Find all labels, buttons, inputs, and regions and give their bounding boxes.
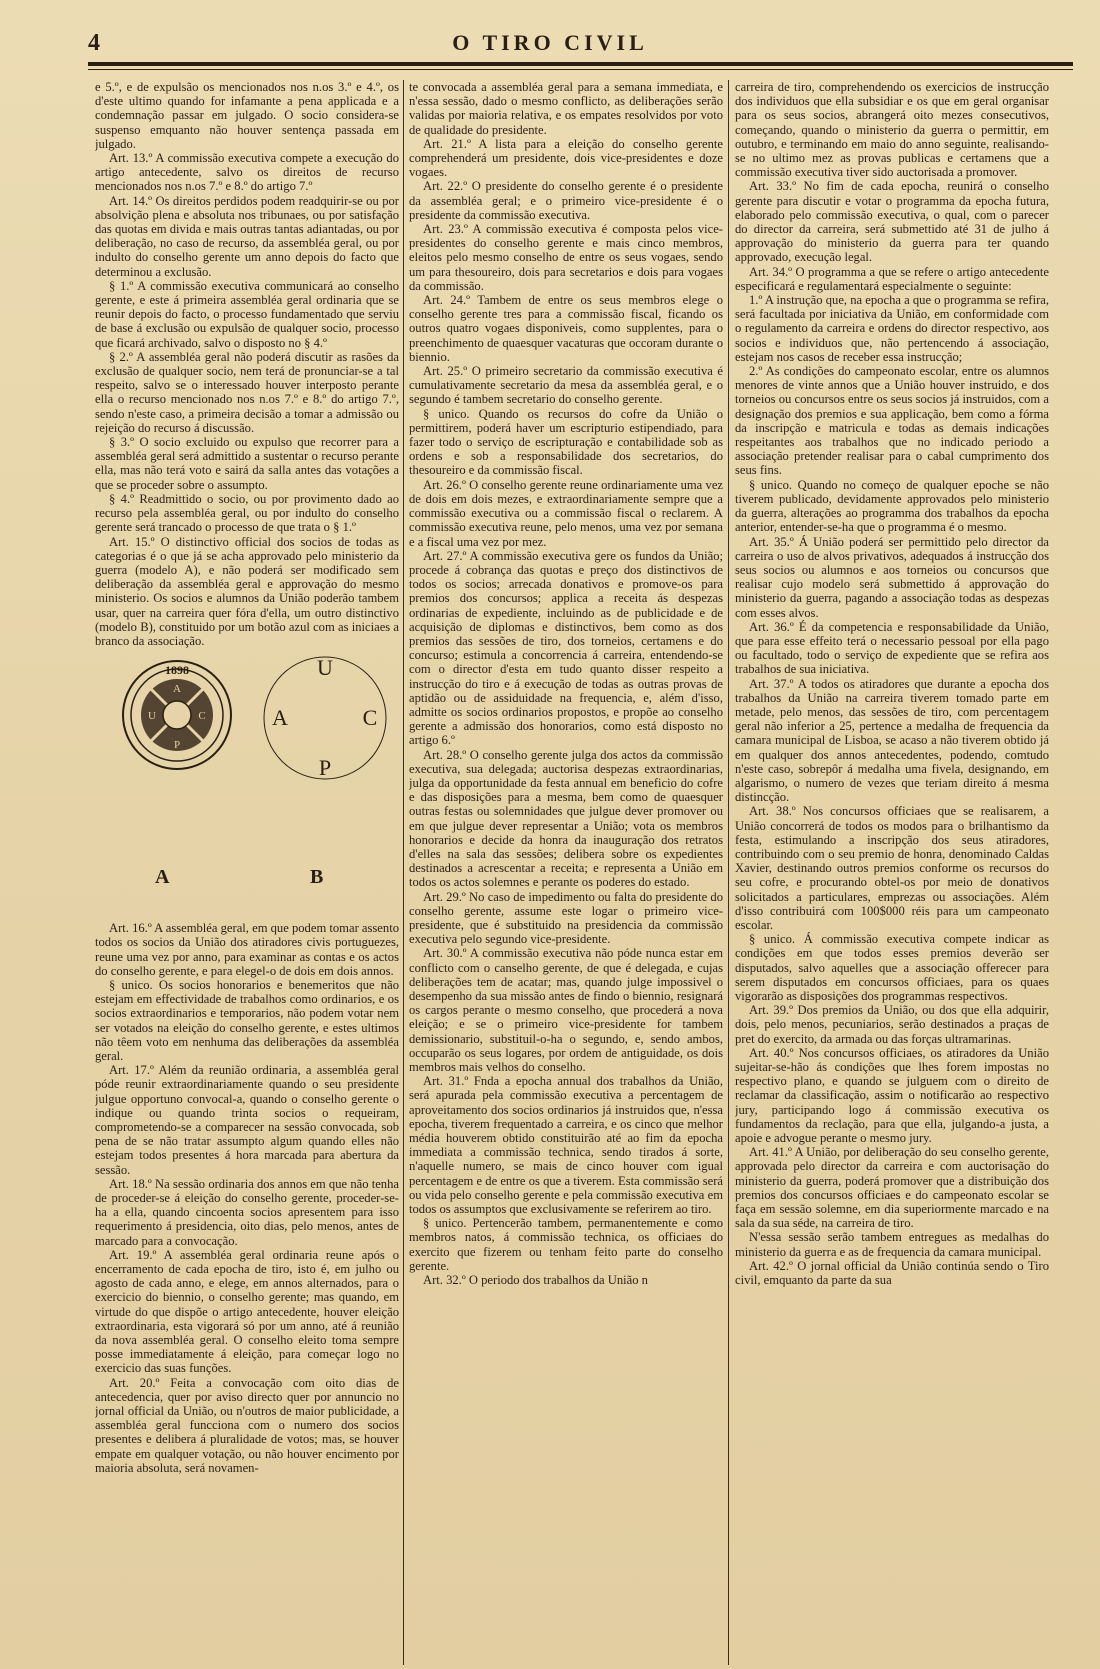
- paragraph: § unico. Pertencerão tambem, permanentemente e como membros natos, á commissão technica, os officiaes do exercito que fizerem ou tenham feito parte do conselho gerente.: [409, 1216, 723, 1273]
- paragraph: § unico. Quando os recursos do cofre da União o permittirem, poderá haver um escripturio estipendiado, para fazer todo o serviço de escripturação e contabilidade sob as ordens e sob a responsabilidade dos secretarios, do thesoureiro e da commissão fiscal.: [409, 406, 723, 478]
- paragraph: Art. 24.º Tambem de entre os seus membros elege o conselho gerente tres para a commissão fiscal, ficando os outros quatro vogaes disponiveis, como supplentes, para o preenchimento de quaesquer vacaturas que occoram durante o biennio.: [409, 293, 723, 364]
- paragraph: Art. 30.º A commissão executiva não póde nunca estar em conflicto com o canselho gerente, de que é delegada, e cujas deliberações tem de acatar; mas, quando julge impossivel o desempenho da sua missão antes de findo o biennio, resignará os cargos perante o mesmo conselho, que procederá a nova eleição; e se o primeiro vice-presidente for tambem demissionario, substituil-o-ha o segundo, e, sendo ambos, occuparão os seus logares, por ordem de antiguidade, os dois membros mais velhos do conselho.: [409, 946, 723, 1075]
- column-3-text: [735, 80, 1049, 1287]
- running-title: O TIRO CIVIL: [452, 30, 648, 55]
- emblem-a-letter-left: U: [148, 710, 156, 723]
- paragraph: Art. 27.º A commissão executiva gere os fundos da União; procede á cobrança das quotas e preço dos distinctivos de todos os socios; arrecada donativos e promove-os para premios dos concursos; applica a receita ás despezas ordinarias de expediente, incluindo as de publicidade e de acquisição de diplomas e distinctivos, bem como as dos premios das sessões de tiro, dos torneios, certamens e do concurso; estimula a concorrencia á carreira, entendendo-se com o director d'esta em tudo quanto disser respeito a instrucção do tiro e á execução de todas as outras provas de aptidão ou de assiduidade na frequencia, e, além d'isso, admitte os socios ordinarios propostos, e propõe ao conselho gerente a admissão dos honorarios, como está disposto no artigo 6.º: [409, 548, 723, 748]
- paragraph: Art. 29.º No caso de impedimento ou falta do presidente do conselho gerente, assume este logar o primeiro vice-presidente, que é substituido na presidencia da commissão executiva pelo segundo vice-presidente.: [409, 889, 723, 947]
- paragraph: Art. 35.º Á União poderá ser permittido pelo director da carreira o uso de alvos privativos, adequados á instrucção dos seus socios ou alumnos e aos torneios ou concursos que realisar cujo modelo será submettido á approvação do ministerio da guerra, pagando a associação todas as despezas com esses alvos.: [735, 534, 1049, 620]
- paragraph: Art. 32.º O periodo dos trabalhos da União n: [423, 1273, 648, 1288]
- header-rule: [88, 62, 1073, 66]
- paragraph: Art. 14.º Os direitos perdidos podem readquirir-se ou por absolvição plena e absoluta nos tribunaes, ou por satisfação das quotas em divida e mais outras tantas adiantadas, ou por deliberação, no caso de recurso, da assembléa geral, ou por indulto do conselho gerente um anno depois do facto que determinou a exclusão.: [95, 193, 399, 279]
- paragraph: Art. 34.º O programma a que se refere o artigo antecedente especificará e regulamentará especialmente o seguinte:: [735, 264, 1049, 293]
- emblem-a-label: A: [155, 866, 171, 889]
- paragraph: Art. 20.º Feita a convocação com oito dias de antecedencia, quer por aviso directo quer por annuncio no jornal official da União, ou n'outros de maior publicidade, a assembléa geral funcciona com o numero dos socios presentes e delibera á pluralidade de votos; mas, se houver empate em qualquer votação, ou não houver encimento por maioria absoluta, será novamen-: [95, 1375, 399, 1475]
- emblem-a-year: 1898: [165, 663, 189, 678]
- paragraph: Art. 37.º A todos os atiradores que durante a epocha dos trabalhos da União na carreira tiverem tomado parte em metade, pelo menos, das sessões de tiro, com percentagem geral não inferior a 25, pertence a medalha de frequencia da camara municipal de Lisboa, se acaso a não tiverem obtido já em qualquer dos annos antecedentes, podendo, comtudo n'este caso, sobrepôr á medalha uma fivela, designando, em algarismo, o numero de vezes que teriam direito á mesma distincção.: [735, 676, 1049, 805]
- paragraph: 2.º As condições do campeonato escolar, entre os alumnos menores de vinte annos que a União houver instruido, e dos torneios ou concursos entre os seus socios já instruidos, com a designação dos premios e sua applicação, bem como a fórma da inscripção e matricula e todas as demais indicações respeitantes aos trabalhos que no indicado periodo a associação pretender realisar para o cabal cumprimento dos seus fins.: [735, 364, 1049, 478]
- paragraph: Art. 40.º Nos concursos officiaes, os atiradores da União sujeitar-se-hão ás condições que lhes forem impostas no respectivo plano, e quando se julguem com o direito de reclamar da classificação, assim o notificarão ao respectivo jury, participando logo á commissão executiva os fundamentos da reclação, para que ella, julgando-a justa, a apoie e advogue perante o mesmo jury.: [735, 1045, 1049, 1146]
- column-2: [409, 80, 723, 1665]
- emblem-b-letter-left: A: [272, 705, 288, 731]
- paragraph: § 3.º O socio excluido ou expulso que recorrer para a assembléa geral será admittido a sustentar o recurso perante ella, mas não terá voto e sairá da salla antes das votações a que se proceder sobre o assumpto.: [95, 435, 399, 492]
- paragraph: Art. 41.º A União, por deliberação do seu conselho gerente, approvada pelo director da carreira e com auctorisação do ministerio da guerra, poderá promover que a distribuição dos premios dos concursos officiaes e do campeonato escolar se faça em sessão solemne, em dia superiormente marcado e na sala da sua séde, na carreira de tiro.: [735, 1145, 1049, 1231]
- emblem-a-letter-top: A: [173, 683, 181, 696]
- paragraph: Art. 17.º Além da reunião ordinaria, a assembléa geral póde reunir extraordinariamente quando o seu presidente julgue opportuno convocal-a, quando o conselho gerente o indique ou quando trinta socios o requeiram, comprometendo-se a comparecer na sessão convocada, sob pena de se não tratar assumpto algum quando elles não estejam todos presentes á hora marcada para abertura da sessão.: [95, 1063, 399, 1177]
- paragraph: Art. 26.º O conselho gerente reune ordinariamente uma vez de dois em dois mezes, e extraordinariamente sempre que a commissão executiva ou a commissão fiscal o reclarem. A commissão executiva reune, pelo menos, uma vez por semana e a fiscal uma vez por mez.: [409, 477, 723, 549]
- emblem-b-button-icon: [260, 653, 390, 783]
- paragraph: Art. 31.º Fnda a epocha annual dos trabalhos da União, será apurada pela commissão executiva a percentagem de aproveitamento dos socios ordinarios já instruidos que, n'essa epocha, tiverem frequentado a carreira, e os cinco que melhor média houverem obtido constituirão até ao fim da epocha immediata a commissão technica, sendo tirados á sorte, n'aquelle numero, se mais de cinco houver com igual percentagem e de entre os que a tiverem. Esta commissão será ou vida pelo conselho gerente e pela commissão executiva em todos os assumptos que exclusivamente se referirem ao tiro.: [409, 1074, 723, 1217]
- emblem-a-letter-bottom: P: [173, 739, 181, 752]
- emblem-figure: [95, 648, 399, 913]
- column-1: [95, 80, 399, 1660]
- paragraph: § unico. Quando no começo de qualquer epoche se não tiverem publicado, devidamente approvados pelo ministerio da guerra, alterações ao programma dos trabalhos da epocha anterior, entender-se-ha que o programma é o mesmo.: [735, 477, 1049, 535]
- paragraph: te convocada a assembléa geral para a semana immediata, e n'essa sessão, dado o mesmo conflicto, as deliberações serão validas por maioria relativa, e os empates resolvidos por voto de qualidade do presidente.: [409, 80, 723, 137]
- paragraph: § unico. Á commissão executiva compete indicar as condições em que todos esses premios deverão ser disputados, salvo aquelles que a associação offerecer para serem disputados em concursos officiaes, para os quaes vigorarão as disposições dos programmas respectivos.: [735, 932, 1049, 1003]
- column-1-text-top: [95, 80, 399, 648]
- paragraph: e 5.º, e de expulsão os mencionados nos n.os 3.º e 4.º, os d'este ultimo quando for infamante a pena applicada e a condemnação passar em julgado. O socio considera-se suspenso emquanto não houver sentença passada em julgado.: [95, 80, 399, 151]
- paragraph: § unico. Os socios honorarios e benemeritos que não estejam em effectividade de trabalhos como ordinarios, e os socios extraordinarios e temporarios, não podem votar nem ser votados na eleição do conselho gerente, e estes ultimos não têem voto em nenhuma das deliberações da assembléa geral.: [95, 977, 399, 1063]
- header-rule-thin: [88, 69, 1073, 70]
- paragraph: Art. 13.º A commissão executiva compete a execução do artigo antecedente, salvo os direitos de recurso mencionados nos n.os 7.º e 8.º do artigo 7.º: [95, 151, 399, 194]
- emblem-a-letter-right: C: [198, 710, 206, 723]
- page-number: 4: [88, 30, 100, 56]
- paragraph: Art. 38.º Nos concursos officiaes que se realisarem, a União concorrerá de todos os modos para o brilhantismo da festa, estimulando a inscripção dos seus atiradores, contribuindo com o seu premio de honra, denominado Caldas Xavier, destinando outros premios conforme os recursos do seu cofre, e procurando obtel-os por meio de donativos solicitados a particulares, emprezas ou associações. Além d'isso contribuirá com 100$000 réis para um campeonato escolar.: [735, 804, 1049, 932]
- paragraph: Art. 23.º A commissão executiva é composta pelos vice-presidentes do conselho gerente e mais cinco membros, eleitos pelo mesmo conselho de entre os seus vogaes, sendo um para thesoureiro, dois para secretarios e dois para vogaes da commissão.: [409, 222, 723, 293]
- paragraph: Art. 39.º Dos premios da União, ou dos que ella adquirir, dois, pelo menos, pecuniarios, serão destinados a praças de pret do exercito, da armada ou das forças ultramarinas.: [735, 1003, 1049, 1046]
- paragraph: Art. 16.º A assembléa geral, em que podem tomar assento todos os socios da União dos atiradores civis portuguezes, reune uma vez por anno, para examinar as contas e os actos do conselho gerente, e para elegel-o de dois em dois annos.: [95, 921, 399, 978]
- paragraph: N'essa sessão serão tambem entregues as medalhas do ministerio da guerra e as de frequencia da camara municipal.: [735, 1230, 1049, 1259]
- paragraph: Art. 19.º A assembléa geral ordinaria reune após o encerramento de cada epocha de tiro, isto é, em julho ou agosto de cada anno, e elege, em annos alternados, para o exercicio do biennio, o conselho gerente; mas quando, em virtude do que dispõe o artigo antecedente, houver eleição extraordinaria, esta vigorará só por um anno, até á reunião da nova assembléa geral. O conselho eleito toma sempre posse immediatamente á eleição, para começar logo no exercicio das suas funções.: [95, 1247, 399, 1376]
- column-separator: [403, 80, 404, 1665]
- paragraph: Art. 33.º No fim de cada epocha, reunirá o conselho gerente para discutir e votar o programma da epocha futura, elaborado pelo commissão executiva, o qual, com o parecer do director da carreira, será submettido até 31 de julho á approvação do ministerio da guerra para ter quando approvado, execução legal.: [735, 179, 1049, 265]
- emblem-b-letter-top: U: [317, 655, 333, 681]
- column-2-text: [409, 80, 723, 1287]
- paragraph: Art. 21.º A lista para a eleição do conselho gerente comprehenderá um presidente, dois vice-presidentes e doze vogaes.: [409, 136, 723, 180]
- paragraph: Art. 18.º Na sessão ordinaria dos annos em que não tenha de proceder-se á eleição do conselho gerente, proceder-se-ha a ella, quando cincoenta socios apresentem para isso requerimento á presidencia, oito dias, pelo menos, antes de marcado para a convocação.: [95, 1176, 399, 1248]
- paragraph: carreira de tiro, comprehendendo os exercicios de instrucção dos individuos que ella subsidiar e os que em geral organisar para os seus socios, abrangerá oito mezes consecutivos, começando, quando o ministerio da guerra o permittir, em outubro, e terminando em maio do anno seguinte, realisando-se no ultimo mez as provas publicas e certamens que a commissão executiva tiver sido auctorisada a promover.: [735, 80, 1049, 180]
- paragraph: § 2.º A assembléa geral não poderá discutir as rasões da exclusão de qualquer socio, nem terá de pronunciar-se a tal respeito, salvo se o interessado houver interposto perante ella o recurso mencionado nos n.os 7.º e 8.º do artigo 7.º, sendo n'este caso, a primeira decisão a tomar a admissão ou rejeição do recurso á discussão.: [95, 349, 399, 435]
- column-separator: [728, 80, 729, 1665]
- paragraph: 1.º A instrução que, na epocha a que o programma se refira, será facultada por iniciativa da União, em conformidade com o regulamento da carreira e ordens do director respectivo, aos socios e individuos que, não pertencendo á associação, estejam nos casos de receber essa instrucção;: [735, 293, 1049, 364]
- paragraph: Art. 15.º O distinctivo official dos socios de todas as categorias é o que já se acha approvado pelo ministerio da guerra (modelo A), e não poderá ser modificado sem deliberação da assembléa geral e approvação do mesmo ministerio. Os socios e alumnos da União poderão tambem usar, quer na carreira quer fóra d'ella, um outro distinctivo (modelo B), constituido por um botão azul com as iniciaes a branco da associação.: [95, 534, 399, 648]
- emblem-b-letter-right: C: [362, 705, 378, 731]
- paragraph: § 1.º A commissão executiva communicará ao conselho gerente, e este á primeira assembléa geral ordinaria que se reunir depois do facto, o processo fundamentado que serviu de base á exclusão ou expulsão de qualquer socio, processo que ficará archivado, salvo o disposto no § 4.º: [95, 278, 399, 350]
- paragraph: Art. 42.º O jornal official da União continúa sendo o Tiro civil, emquanto da parte da sua: [735, 1258, 1049, 1288]
- emblem-a-badge-icon: [120, 658, 235, 773]
- paragraph: Art. 28.º O conselho gerente julga dos actos da commissão executiva, sua delegada; auctorisa despezas extraordinarias, julga da opportunidade da festa annual em beneficio do cofre e das disposições para a mesma, bem como de quaesquer outras festas ou solemnidades que julgue dever promover ou em que julgue dever representar a União; vota os membros honorarios e decide da honra da inauguração dos retratos d'elles na sala das sessões; delibera sobre os expedientes destinados a acrescentar a receita; e representa a União em todos os actos solemnes e perante os poderes do estado.: [409, 747, 723, 890]
- emblem-b-letter-bottom: P: [318, 755, 332, 781]
- emblem-b-label: B: [310, 866, 325, 889]
- paragraph: Art. 22.º O presidente do conselho gerente é o presidente da assembléa geral; e o primeiro vice-presidente é o presidente da commissão executiva.: [409, 179, 723, 222]
- column-3: [735, 80, 1049, 1665]
- column-1-text-bottom: [95, 921, 399, 1475]
- paragraph: Art. 36.º É da competencia e responsabilidade da União, que para esse effeito terá o necessario pessoal por ella pago ou facultado, todo o serviço de expediente que se refira aos trabalhos de sua iniciativa.: [735, 619, 1049, 677]
- paragraph: Art. 25.º O primeiro secretario da commissão executiva é cumulativamente secretario da mesa da assembléa geral, e o segundo é tambem secretario do conselho gerente.: [409, 364, 723, 407]
- paragraph: § 4.º Readmittido o socio, ou por provimento dado ao recurso pela assembléa geral, ou por indulto do conselho gerente será trancado o processo de que trata o § 1.º: [95, 491, 399, 535]
